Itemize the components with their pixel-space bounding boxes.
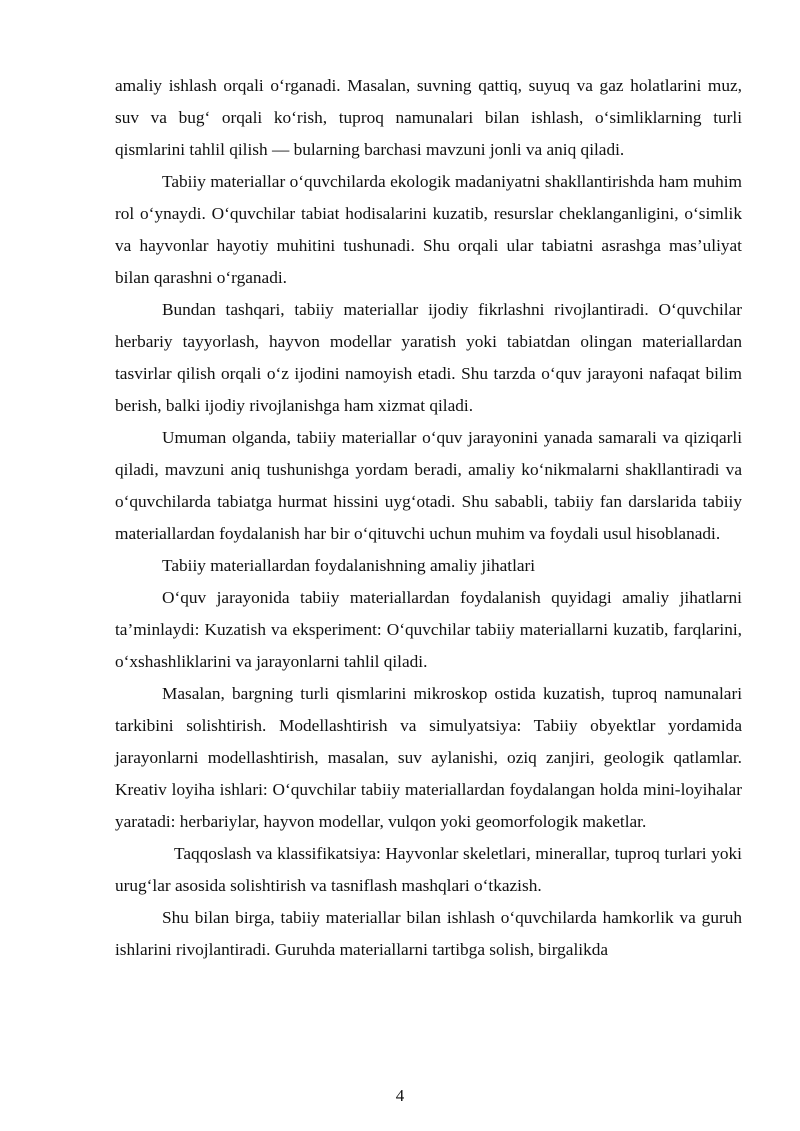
paragraph-continuation: amaliy ishlash orqali o‘rganadi. Masalan, suvning qattiq, suyuq va gaz holatlarini muz, suv va bug‘ orqali ko‘rish, tuproq namunalari bilan ishlash, o‘simliklarning turli qismlarini tahlil qilish — bularning barchasi mavzuni jonli va aniq qiladi. xyxy=(115,76,742,159)
paragraph-creative-thinking: Bundan tashqari, tabiiy materiallar ijodiy fikrlashni rivojlantiradi. O‘quvchilar herbariy tayyorlash, hayvon modellar yaratish yoki tabiatdan olingan materiallardan tasvirlar qilish orqali o‘z ijodini namoyish etadi. Shu tarzda o‘quv jarayoni nafaqat bilim berish, balki ijodiy rivojlanishga ham xizmat qiladi. xyxy=(115,300,742,415)
paragraph-examples: Masalan, bargning turli qismlarini mikroskop ostida kuzatish, tuproq namunalari tarkibini solishtirish. Modellashtirish va simulyatsiya: Tabiiy obyektlar yordamida jarayonlarni modellashtirish, masalan, suv aylanishi, oziq zanjiri, geologik qatlamlar. Kreativ loyiha ishlari: O‘quvchilar tabiiy materiallardan foydalangan holda mini-loyihalar yaratadi: herbariylar, hayvon modellar, vulqon yoki geomorfologik maketlar. xyxy=(115,684,742,831)
paragraph-cooperation: Shu bilan birga, tabiiy materiallar bilan ishlash o‘quvchilarda hamkorlik va guruh ishlarini rivojlantiradi. Guruhda materiallarni tartibga solish, birgalikda xyxy=(115,908,742,959)
paragraph-summary: Umuman olganda, tabiiy materiallar o‘quv jarayonini yanada samarali va qiziqarli qiladi, mavzuni aniq tushunishga yordam beradi, amaliy ko‘nikmalarni shakllantiradi va o‘quvchilarda tabiatga hurmat hissini uyg‘otadi. Shu sababli, tabiiy fan darslarida tabiiy materiallardan foydalanish har bir o‘qituvchi uchun muhim va foydali usul hisoblanadi. xyxy=(115,428,742,543)
paragraph-comparison: Taqqoslash va klassifikatsiya: Hayvonlar skeletlari, minerallar, tuproq turlari yoki urug‘lar asosida solishtirish va tasniflash mashqlari o‘tkazish. xyxy=(115,844,742,895)
document-page xyxy=(115,70,742,966)
page-number: 4 xyxy=(395,1086,405,1105)
section-heading: Tabiiy materiallardan foydalanishning amaliy jihatlari xyxy=(162,556,536,575)
paragraph-ecological-culture: Tabiiy materiallar o‘quvchilarda ekologik madaniyatni shakllantirishda ham muhim rol o‘ynaydi. O‘quvchilar tabiat hodisalarini kuzatib, resurslar cheklanganligini, o‘simlik va hayvonlar hayotiy muhitini tushunadi. Shu orqali ular tabiatni asrashga mas’uliyat bilan qarashni o‘rganadi. xyxy=(115,172,742,287)
paragraph-practical-aspects: O‘quv jarayonida tabiiy materiallardan foydalanish quyidagi amaliy jihatlarni ta’minlaydi: Kuzatish va eksperiment: O‘quvchilar tabiiy materiallarni kuzatib, farqlarini, o‘xshashliklarini va jarayonlarni tahlil qiladi. xyxy=(115,588,742,671)
